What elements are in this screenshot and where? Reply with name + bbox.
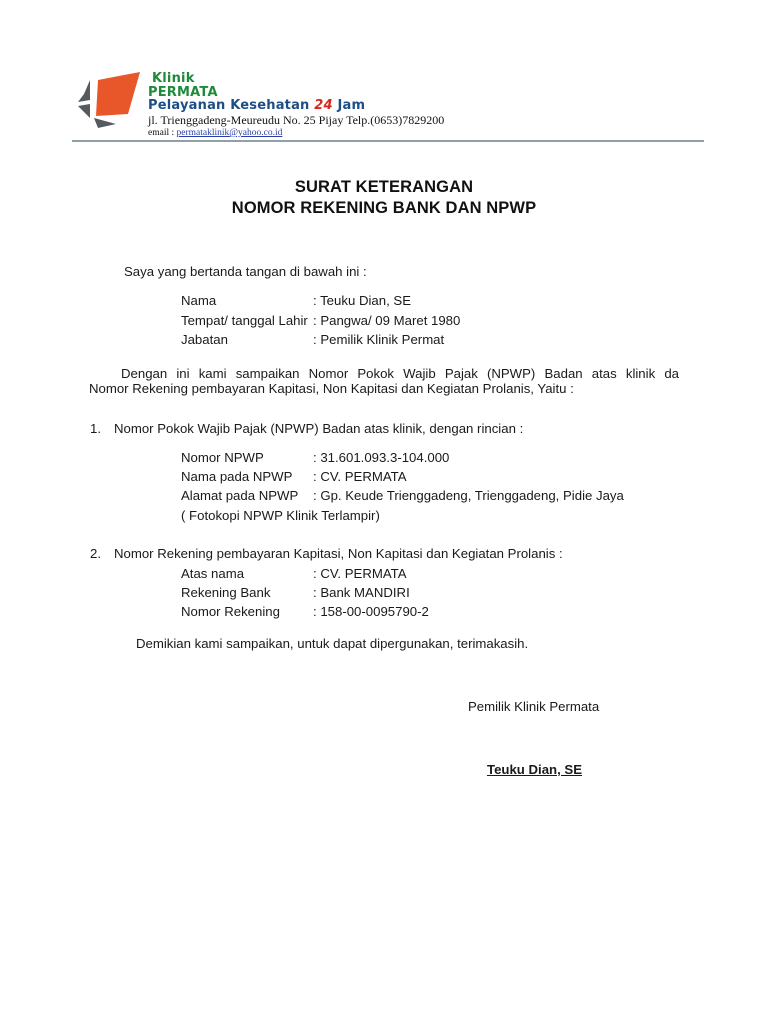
field-label: Nama [181, 293, 217, 308]
closing-text: Demikian kami sampaikan, untuk dapat dipergunakan, terimakasih. [136, 636, 529, 651]
section-number: 1. [90, 421, 101, 436]
field-label: Atas nama [181, 566, 245, 581]
field-label: Jabatan [181, 332, 228, 347]
tagline-prefix: Pelayanan Kesehatan [148, 98, 315, 113]
field-value: : CV. PERMATA [313, 469, 407, 484]
email-line [148, 128, 282, 138]
field-value: : Pangwa/ 09 Maret 1980 [313, 313, 461, 328]
intro-text: Saya yang bertanda tangan di bawah ini : [124, 264, 367, 279]
paragraph-line-1: Dengan ini kami sampaikan Nomor Pokok Wajib Pajak (NPWP) Badan atas klinik da [121, 366, 679, 381]
signature-name: Teuku Dian, SE [487, 762, 583, 777]
email-label: email : [148, 128, 177, 138]
brand-name-line1: Klinik [152, 71, 195, 86]
letterhead-divider [72, 140, 704, 142]
field-value: : Bank MANDIRI [313, 585, 410, 600]
tagline-24: 24 [314, 98, 333, 113]
paragraph-line-2: Nomor Rekening pembayaran Kapitasi, Non Kapitasi dan Kegiatan Prolanis, Yaitu : [89, 381, 574, 396]
email-link[interactable]: permataklinik@yahoo.co.id [176, 128, 283, 138]
field-label: Nomor Rekening [181, 604, 280, 619]
field-value: : Pemilik Klinik Permat [313, 332, 445, 347]
field-label: Alamat pada NPWP [181, 488, 299, 503]
field-value: : Teuku Dian, SE [313, 293, 411, 308]
signature-role: Pemilik Klinik Permata [468, 699, 600, 714]
tagline-suffix: Jam [332, 98, 366, 113]
field-value: : 158-00-0095790-2 [313, 604, 429, 619]
section-heading: Nomor Rekening pembayaran Kapitasi, Non Kapitasi dan Kegiatan Prolanis : [114, 546, 563, 561]
clinic-address: jl. Trienggadeng-Meureudu No. 25 Pijay Telp.(0653)7829200 [148, 113, 445, 127]
document-subtitle: NOMOR REKENING BANK DAN NPWP [231, 199, 537, 217]
npwp-attachment-note: ( Fotokopi NPWP Klinik Terlampir) [181, 508, 380, 523]
field-label: Tempat/ tanggal Lahir [181, 313, 308, 328]
document-title: SURAT KETERANGAN [294, 178, 474, 196]
field-label: Nomor NPWP [181, 450, 264, 465]
field-value: : CV. PERMATA [313, 566, 407, 581]
field-value: : 31.601.093.3-104.000 [313, 450, 450, 465]
field-label: Rekening Bank [181, 585, 271, 600]
section-number: 2. [90, 546, 101, 561]
field-label: Nama pada NPWP [181, 469, 293, 484]
field-value: : Gp. Keude Trienggadeng, Trienggadeng, Pidie Jaya [313, 488, 624, 503]
section-heading: Nomor Pokok Wajib Pajak (NPWP) Badan atas klinik, dengan rincian : [114, 421, 524, 436]
brand-name-line2: PERMATA [148, 85, 218, 100]
brand-tagline [148, 98, 365, 113]
clinic-logo-icon [76, 70, 142, 130]
